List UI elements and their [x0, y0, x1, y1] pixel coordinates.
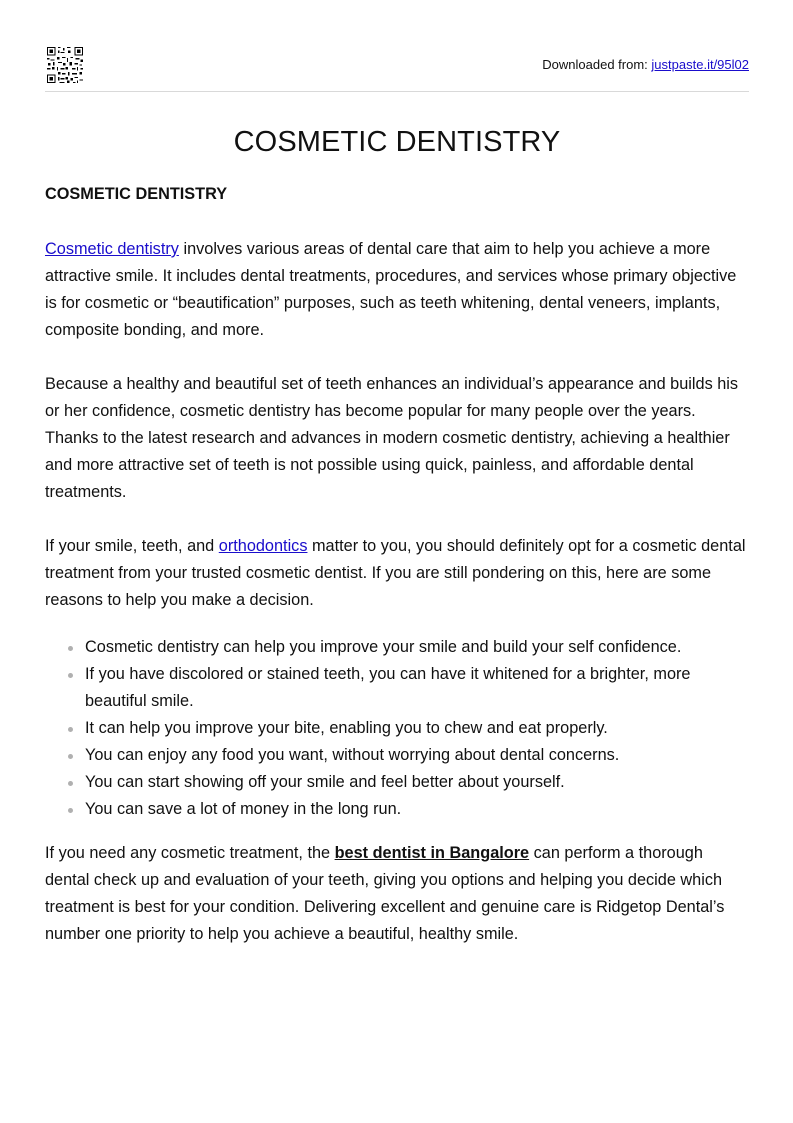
qr-code-icon: [47, 47, 83, 83]
page-header: [45, 0, 749, 92]
reasons-list: [45, 634, 749, 823]
list-item-text: You can save a lot of money in the long run.: [85, 800, 402, 818]
paragraph-conclusion-after: can perform a thorough dental check up and evaluation of your teeth, giving you options and helping you decide which treatment is best for your condition. Delivering excellent and genuine care is Ridgetop Dental’s number one priority to help you achieve a beautiful, healthy smile.: [45, 844, 725, 943]
bullet-icon: [68, 673, 73, 678]
paragraph-conclusion-before: If you need any cosmetic treatment, the: [45, 844, 335, 862]
bullet-icon: [68, 646, 73, 651]
download-source-label: Downloaded from:: [542, 57, 652, 72]
list-item-text: Cosmetic dentistry can help you improve your smile and build your self confidence.: [85, 638, 682, 656]
paragraph-intro: [45, 236, 749, 344]
list-item-text: You can start showing off your smile and feel better about yourself.: [85, 773, 565, 791]
list-item-text: You can enjoy any food you want, without worrying about dental concerns.: [85, 746, 620, 764]
download-source: [542, 57, 749, 73]
list-item: [85, 796, 749, 823]
list-item: [85, 742, 749, 769]
cosmetic-dentistry-link[interactable]: Cosmetic dentistry: [45, 240, 179, 258]
bullet-icon: [68, 754, 73, 759]
download-source-link[interactable]: justpaste.it/95l02: [651, 57, 749, 72]
section-heading: COSMETIC DENTISTRY: [45, 185, 228, 203]
bullet-icon: [68, 727, 73, 732]
bullet-icon: [68, 781, 73, 786]
paragraph-popularity: Because a healthy and beautiful set of teeth enhances an individual’s appearance and builds his or her confidence, cosmetic dentistry has become popular for many people over the years. Thanks to the latest research and advances in modern cosmetic dentistry, achieving a healthier and more attractive set of teeth is not possible using quick, painless, and affordable dental treatments.: [45, 375, 739, 501]
orthodontics-link[interactable]: orthodontics: [218, 537, 308, 555]
bullet-icon: [68, 808, 73, 813]
list-item-text: It can help you improve your bite, enabling you to chew and eat properly.: [85, 719, 608, 737]
page: [45, 0, 749, 948]
list-item: [85, 634, 749, 661]
paragraph-reasons-after: matter to you, you should definitely opt for a cosmetic dental treatment from your trusted cosmetic dentist. If you are still pondering on this, here are some reasons to help you make a decision.: [45, 537, 746, 609]
page-title: COSMETIC DENTISTRY: [233, 126, 561, 158]
list-item: [85, 715, 749, 742]
paragraph-intro-text: involves various areas of dental care that aim to help you achieve a more attractive smile. It includes dental treatments, procedures, and services whose primary objective is for cosmetic or “beautification” purposes, such as teeth whitening, dental veneers, implants, composite bonding, and more.: [45, 240, 737, 339]
paragraph-reasons-intro: [45, 533, 749, 614]
document-content: [45, 125, 749, 948]
paragraph-reasons-before: If your smile, teeth, and: [45, 537, 219, 555]
list-item-text: If you have discolored or stained teeth, you can have it whitened for a brighter, more beautiful smile.: [85, 665, 691, 710]
list-item: [85, 661, 749, 715]
list-item: [85, 769, 749, 796]
best-dentist-link[interactable]: best dentist in Bangalore: [334, 844, 530, 862]
paragraph-conclusion: [45, 840, 749, 948]
